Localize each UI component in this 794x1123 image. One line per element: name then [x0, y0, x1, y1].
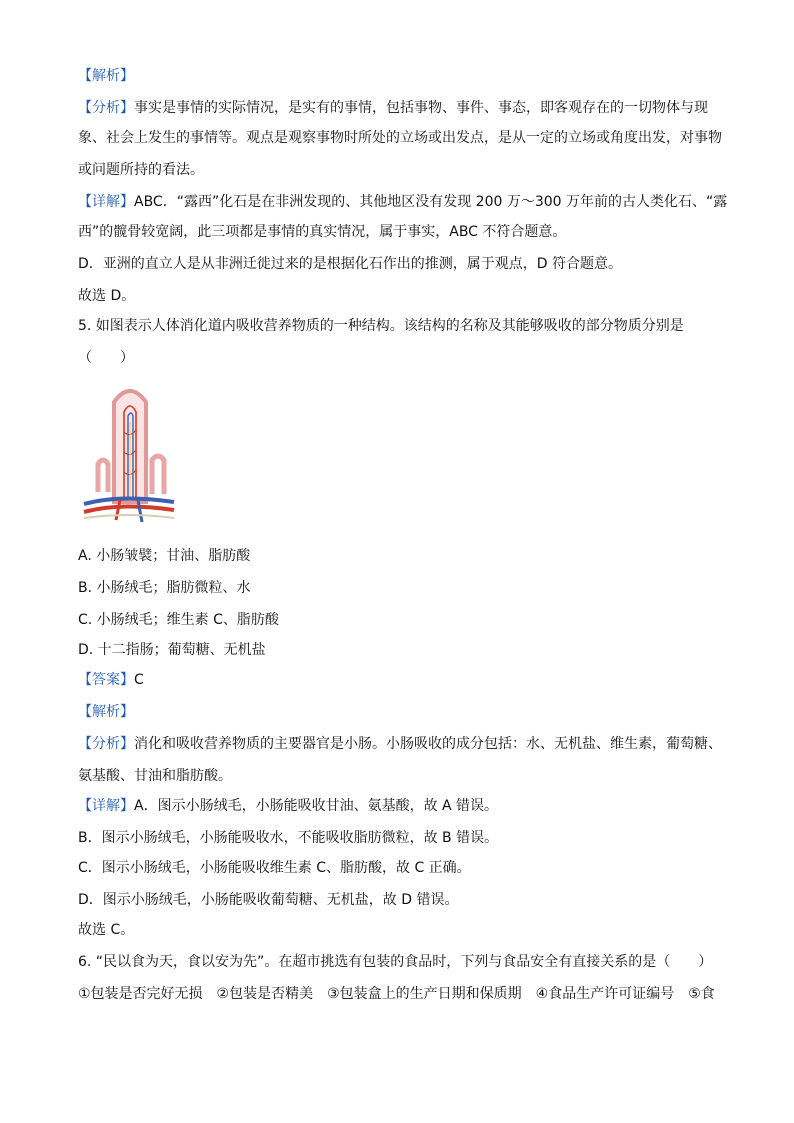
analysis-text: 象、社会上发生的事情等。观点是观察事物时所处的立场或出发点，是从一定的立场或角度出发，对事物 — [78, 130, 722, 146]
option-b: B. 小肠绒毛；脂肪微粒、水 — [78, 580, 251, 596]
analysis-text: 消化和吸收营养物质的主要器官是小肠。小肠吸收的成分包括：水、无机盐、维生素，葡萄糖、 — [134, 736, 722, 752]
question-5-stem: 5. 如图表示人体消化道内吸收营养物质的一种结构。该结构的名称及其能够吸收的部分物质分别是 — [78, 318, 684, 334]
detail-line — [78, 796, 738, 816]
detail-text: C．图示小肠绒毛，小肠能吸收维生素 C、脂肪酸，故 C 正确。 — [78, 860, 471, 876]
analysis-text: 事实是事情的实际情况，是实有的事情，包括事物、事件、事态，即客观存在的一切物体与现 — [134, 100, 708, 116]
detail-text: B．图示小肠绒毛，小肠能吸收水，不能吸收脂肪微粒，故 B 错误。 — [78, 830, 499, 846]
section-tag-xiangjie: 【详解】 — [78, 798, 134, 814]
section-tag-fenxi: 【分析】 — [78, 736, 134, 752]
section-tag-jiexi: 【解析】 — [78, 704, 134, 720]
section-tag-answer: 【答案】 — [78, 672, 134, 688]
conclusion-text: 故选 D。 — [78, 288, 136, 304]
detail-text: ABC．“露西”化石是在非洲发现的、其他地区没有发现 200 万～300 万年前的古人类化石、“露 — [134, 194, 728, 210]
detail-line — [78, 192, 738, 212]
question-6-items: ①包装是否完好无损 ②包装是否精美 ③包装盒上的生产日期和保质期 ④食品生产许可证编号 ⑤食 — [78, 986, 715, 1002]
detail-text: A．图示小肠绒毛，小肠能吸收甘油、氨基酸，故 A 错误。 — [134, 798, 499, 814]
section-tag-fenxi: 【分析】 — [78, 100, 134, 116]
answer-line — [78, 670, 738, 690]
question-6-stem: 6. “民以食为天，食以安为先”。在超市挑选有包装的食品时，下列与食品安全有直接关系的是（ ） — [78, 954, 713, 970]
answer-value: C — [134, 672, 144, 688]
conclusion-text: 故选 C。 — [78, 922, 135, 938]
question-5-blank: （ ） — [78, 350, 134, 366]
option-d: D. 十二指肠；葡萄糖、无机盐 — [78, 642, 266, 658]
option-c: C. 小肠绒毛；维生素 C、脂肪酸 — [78, 612, 279, 628]
analysis-line — [78, 98, 738, 118]
analysis-text: 氨基酸、甘油和脂肪酸。 — [78, 768, 232, 784]
intestinal-villus-illustration — [80, 382, 176, 524]
analysis-text: 或问题所持的看法。 — [78, 162, 204, 178]
section-tag-jiexi: 【解析】 — [78, 68, 134, 84]
detail-text: D．亚洲的直立人是从非洲迁徙过来的是根据化石作出的推测，属于观点，D 符合题意。 — [78, 256, 623, 272]
detail-text: 西”的髋骨较宽阔，此三项都是事情的真实情况，属于事实，ABC 不符合题意。 — [78, 224, 567, 240]
analysis-line — [78, 734, 738, 754]
detail-text: D．图示小肠绒毛，小肠能吸收葡萄糖、无机盐，故 D 错误。 — [78, 892, 459, 908]
option-a: A. 小肠皱襞；甘油、脂肪酸 — [78, 548, 251, 564]
section-tag-xiangjie: 【详解】 — [78, 194, 134, 210]
